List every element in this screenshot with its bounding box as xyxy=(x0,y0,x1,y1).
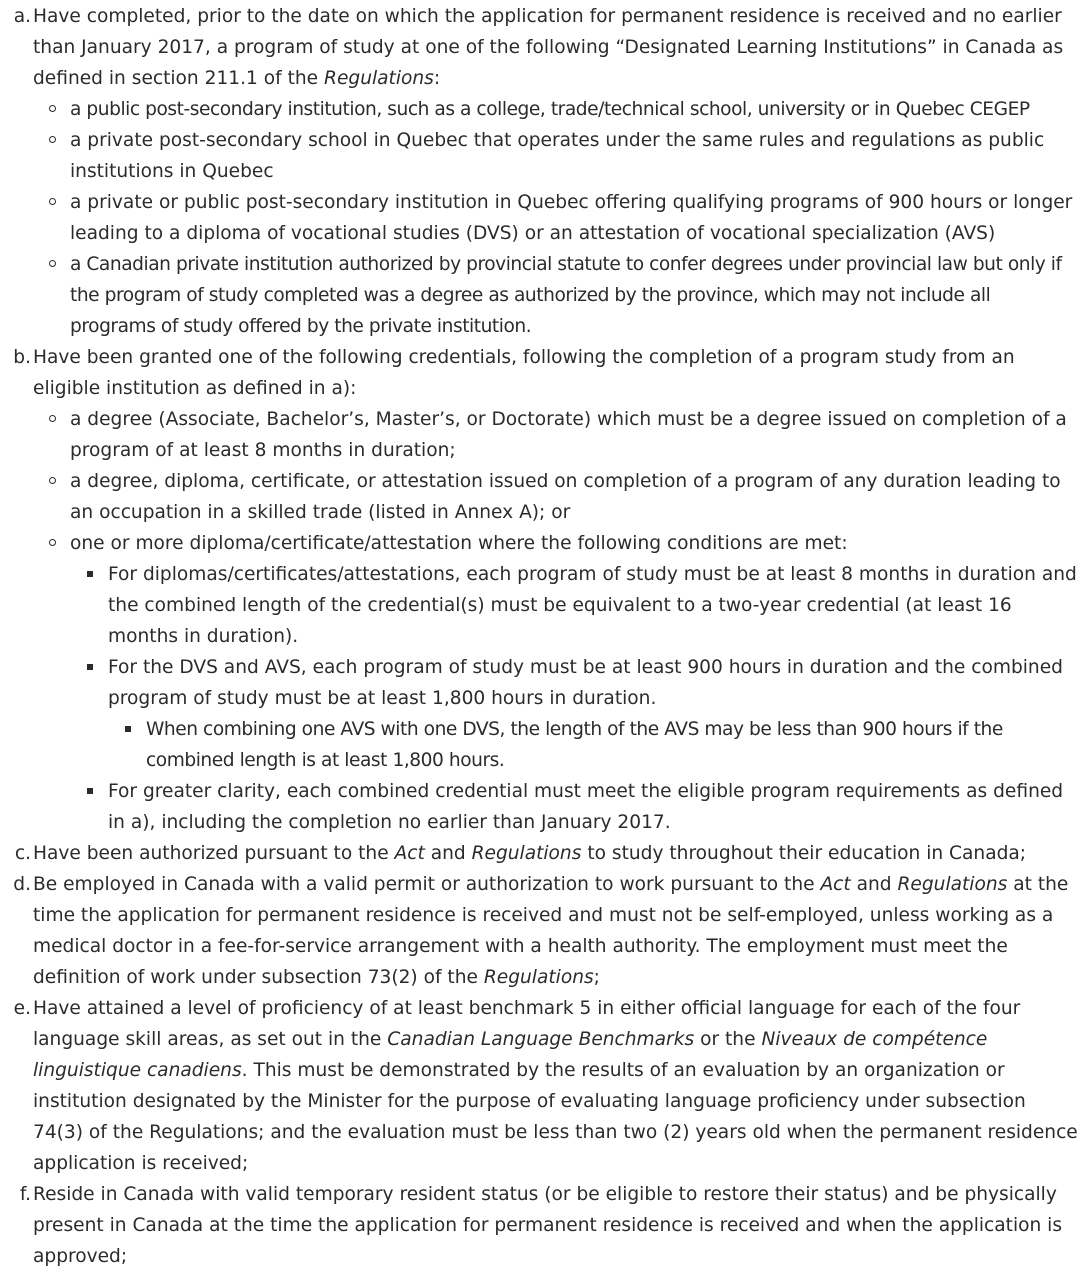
criterion-text: Have attained a level of proficiency of at least benchmark 5 in either official language for each of the four language skill areas, as set out in the xyxy=(33,998,1021,1050)
list-item: a private post-secondary school in Quebec that operates under the same rules and regulations as public institutions in Quebec xyxy=(33,125,1080,187)
condition-item: For diplomas/certificates/attestations, each program of study must be at least 8 months in duration and the combined length of the credential(s) must be equivalent to a two-year credential (at least 16 months in duration). xyxy=(70,559,1080,652)
nclc-reference: Niveaux de compétence linguistique canadiens xyxy=(33,1029,988,1081)
criterion-text: Have completed, prior to the date on which the application for permanent residence is received and no earlier than January 2017, a program of study at one of the following “Designated Learning Institutions” in Canada as defined in section 211.1 of the xyxy=(33,6,1064,89)
conditions-list xyxy=(70,559,1080,838)
condition-item: For greater clarity, each combined credential must meet the eligible program requirements as defined in a), including the completion no earlier than January 2017. xyxy=(70,776,1080,838)
institution-types-list xyxy=(33,94,1080,342)
list-marker: d. xyxy=(13,874,31,895)
criterion-f xyxy=(0,1179,1080,1272)
list-item: a private or public post-secondary institution in Quebec offering qualifying programs of 900 hours or longer leading to a diploma of vocational studies (DVS) or an attestation of vocational specialization (AVS) xyxy=(33,187,1080,249)
criterion-text-end: : xyxy=(433,68,441,89)
eligibility-criteria-list xyxy=(0,1,1080,1272)
regulations-reference: Regulations xyxy=(324,68,434,89)
criterion-e xyxy=(0,993,1080,1179)
criterion-d xyxy=(0,869,1080,993)
criterion-text: and xyxy=(850,874,898,895)
list-item: a public post-secondary institution, such as a college, trade/technical school, university or in Quebec CEGEP xyxy=(33,94,1080,125)
regulations-reference: Regulations xyxy=(471,843,582,864)
regulations-reference: Regulations xyxy=(897,874,1008,895)
sub-conditions-list xyxy=(108,714,1080,776)
criterion-c xyxy=(0,838,1080,869)
list-marker: a. xyxy=(13,6,31,27)
list-marker: b. xyxy=(13,347,31,368)
act-reference: Act xyxy=(394,843,425,864)
list-marker: e. xyxy=(13,998,31,1019)
criterion-text: . This must be demonstrated by the results of an evaluation by an organization or institution designated by the Minister for the purpose of evaluating language proficiency under subsection 74(3) of the Regulations; and the evaluation must be less than two (2) years old when the permanent residence application is received; xyxy=(33,1060,1078,1174)
criterion-text: Reside in Canada with valid temporary resident status (or be eligible to restore their status) and be physically present in Canada at the time the application for permanent residence is received and when the application is approved; xyxy=(33,1184,1063,1267)
condition-item xyxy=(70,652,1080,776)
list-item: a degree (Associate, Bachelor’s, Master’s, or Doctorate) which must be a degree issued on completion of a program of at least 8 months in duration; xyxy=(33,404,1080,466)
list-marker: f. xyxy=(19,1184,31,1205)
criterion-text: Have been authorized pursuant to the xyxy=(33,843,395,864)
criterion-text: at the time the application for permanent residence is received and must not be self-employed, unless working as a medical doctor in a fee-for-service arrangement with a health authority. The employment must meet the definition of work under subsection 73(2) of the xyxy=(33,874,1069,988)
criterion-text-end: ; xyxy=(593,967,600,988)
criterion-text: Have been granted one of the following credentials, following the completion of a program study from an eligible institution as defined in a): xyxy=(33,347,1015,399)
credentials-list xyxy=(33,404,1080,838)
condition-text: For the DVS and AVS, each program of study must be at least 900 hours in duration and the combined program of study must be at least 1,800 hours in duration. xyxy=(108,657,1063,709)
list-item xyxy=(33,528,1080,838)
criterion-text: or the xyxy=(694,1029,762,1050)
list-item: a degree, diploma, certificate, or attestation issued on completion of a program of any duration leading to an occupation in a skilled trade (listed in Annex A); or xyxy=(33,466,1080,528)
criterion-text: Be employed in Canada with a valid permit or authorization to work pursuant to the xyxy=(33,874,821,895)
list-item: a Canadian private institution authorized by provincial statute to confer degrees under provincial law but only if the program of study completed was a degree as authorized by the province, which may not include all programs of study offered by the private institution. xyxy=(33,249,1080,342)
criterion-b xyxy=(0,342,1080,838)
document-body xyxy=(0,1,1080,1272)
regulations-reference: Regulations xyxy=(483,967,594,988)
criterion-text: to study throughout their education in Canada; xyxy=(581,843,1027,864)
criterion-text: and xyxy=(424,843,472,864)
clb-reference: Canadian Language Benchmarks xyxy=(387,1029,695,1050)
act-reference: Act xyxy=(820,874,851,895)
sub-condition-item: When combining one AVS with one DVS, the length of the AVS may be less than 900 hours if the combined length is at least 1,800 hours. xyxy=(108,714,1080,776)
list-item-text: one or more diploma/certificate/attestation where the following conditions are met: xyxy=(70,533,848,554)
criterion-a xyxy=(0,1,1080,342)
list-marker: c. xyxy=(14,843,31,864)
